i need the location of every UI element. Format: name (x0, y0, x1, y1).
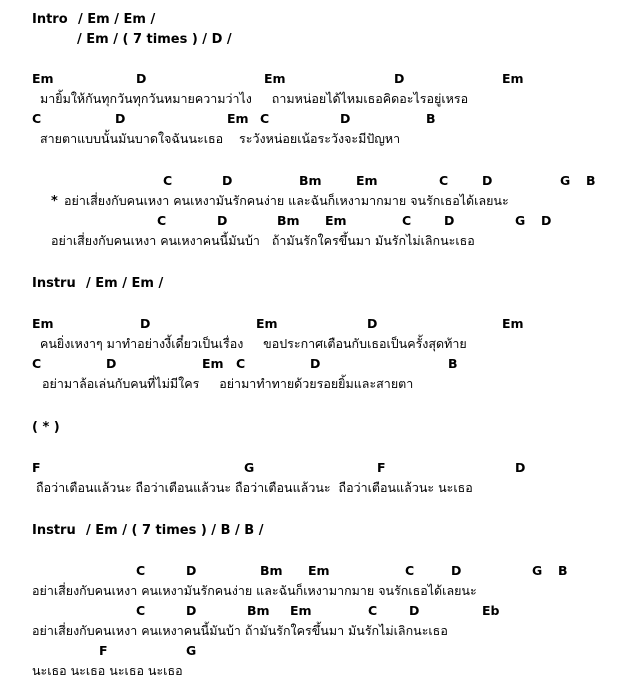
chord: D (186, 563, 197, 578)
chord: Em (202, 356, 224, 371)
chord: D (444, 213, 455, 228)
chord: G (560, 173, 571, 188)
chord: D (217, 213, 228, 228)
lyric-line: คนยิ่งเหงาๆ มาทำอย่างงี้เดี๋ยวเป็นเรื่อง ขอประกาศเตือนกับเธอเป็นครั้งสุดท้าย (40, 336, 467, 351)
chord: C (32, 356, 42, 371)
chord: Em (256, 316, 278, 331)
chord: D (115, 111, 126, 126)
lyric-line: อย่ามาล้อเล่นกับคนที่ไม่มีใคร อย่ามาทำทายด้วยรอยยิ้มและสายตา (42, 376, 414, 391)
intro-chord-line-1: / Em / Em / (78, 12, 156, 27)
chord: D (482, 173, 493, 188)
lyric-line: อย่าเสี่ยงกับคนเหงา คนเหงาคนนี้มันบ้า ถ้ามันรักใครขึ้นมา มันรักไม่เลิกนะเธอ (51, 233, 475, 248)
intro-chord-line-2: / Em / ( 7 times ) / D / (77, 32, 232, 47)
chord: G (244, 460, 255, 475)
chord: D (186, 603, 197, 618)
chord: Bm (260, 563, 283, 578)
chord: Em (325, 213, 347, 228)
chord: C (368, 603, 378, 618)
chord: G (186, 643, 197, 658)
chord: C (163, 173, 173, 188)
chord: F (32, 460, 41, 475)
chord: C (405, 563, 415, 578)
chord: Bm (299, 173, 322, 188)
instru-1-label: Instru (32, 276, 76, 291)
chord: Em (502, 71, 524, 86)
chord: Em (32, 71, 54, 86)
instru-2-label: Instru (32, 523, 76, 538)
chord: C (260, 111, 270, 126)
chord: D (451, 563, 462, 578)
chord: B (426, 111, 436, 126)
lyric-line: นะเธอ นะเธอ นะเธอ นะเธอ (32, 663, 183, 678)
chord: B (558, 563, 568, 578)
repeat-chorus-marker: ( * ) (32, 420, 60, 435)
chord: D (394, 71, 405, 86)
chord: Bm (277, 213, 300, 228)
chord: Em (227, 111, 249, 126)
lyric-line: อย่าเสี่ยงกับคนเหงา คนเหงามันรักคนง่าย และฉันก็เหงามากมาย จนรักเธอได้เลยนะ (32, 583, 477, 598)
chord: Bm (247, 603, 270, 618)
chord: D (409, 603, 420, 618)
chord: D (541, 213, 552, 228)
chord: Em (290, 603, 312, 618)
chord: G (515, 213, 526, 228)
chord: B (586, 173, 596, 188)
chord: D (140, 316, 151, 331)
chord: D (340, 111, 351, 126)
chord: C (32, 111, 42, 126)
chord: D (310, 356, 321, 371)
lyric-line: อย่าเสี่ยงกับคนเหงา คนเหงามันรักคนง่าย และฉันก็เหงามากมาย จนรักเธอได้เลยนะ (64, 193, 509, 208)
chord: C (136, 603, 146, 618)
chord: Em (32, 316, 54, 331)
lyric-line: ถือว่าเตือนแล้วนะ ถือว่าเตือนแล้วนะ ถือว่าเตือนแล้วนะ ถือว่าเตือนแล้วนะ นะเธอ (36, 480, 473, 495)
chord: D (106, 356, 117, 371)
chord: Em (264, 71, 286, 86)
lyric-line: สายตาแบบนั้นมันบาดใจฉันนะเธอ ระวังหน่อยเน้อระวังจะมีปัญหา (40, 131, 401, 146)
chord: Em (502, 316, 524, 331)
chorus-marker: * (51, 194, 58, 209)
lyric-line: อย่าเสี่ยงกับคนเหงา คนเหงาคนนี้มันบ้า ถ้ามันรักใครขึ้นมา มันรักไม่เลิกนะเธอ (32, 623, 448, 638)
chord: C (402, 213, 412, 228)
chord: Eb (482, 603, 500, 618)
chord: F (377, 460, 386, 475)
chord: D (367, 316, 378, 331)
chord: F (99, 643, 108, 658)
chord: D (222, 173, 233, 188)
instru-2-chord-line: / Em / ( 7 times ) / B / B / (86, 523, 264, 538)
lyric-line: มายิ้มให้กันทุกวันทุกวันหมายความว่าไง ถามหน่อยได้ไหมเธอคิดอะไรอยู่เหรอ (40, 91, 469, 106)
chord: D (136, 71, 147, 86)
intro-label: Intro (32, 12, 68, 27)
chord: C (439, 173, 449, 188)
chord: C (136, 563, 146, 578)
chord: C (236, 356, 246, 371)
chord: Em (356, 173, 378, 188)
chord: C (157, 213, 167, 228)
chord: B (448, 356, 458, 371)
chord: G (532, 563, 543, 578)
instru-1-chord-line: / Em / Em / (86, 276, 164, 291)
chord: Em (308, 563, 330, 578)
chord: D (515, 460, 526, 475)
